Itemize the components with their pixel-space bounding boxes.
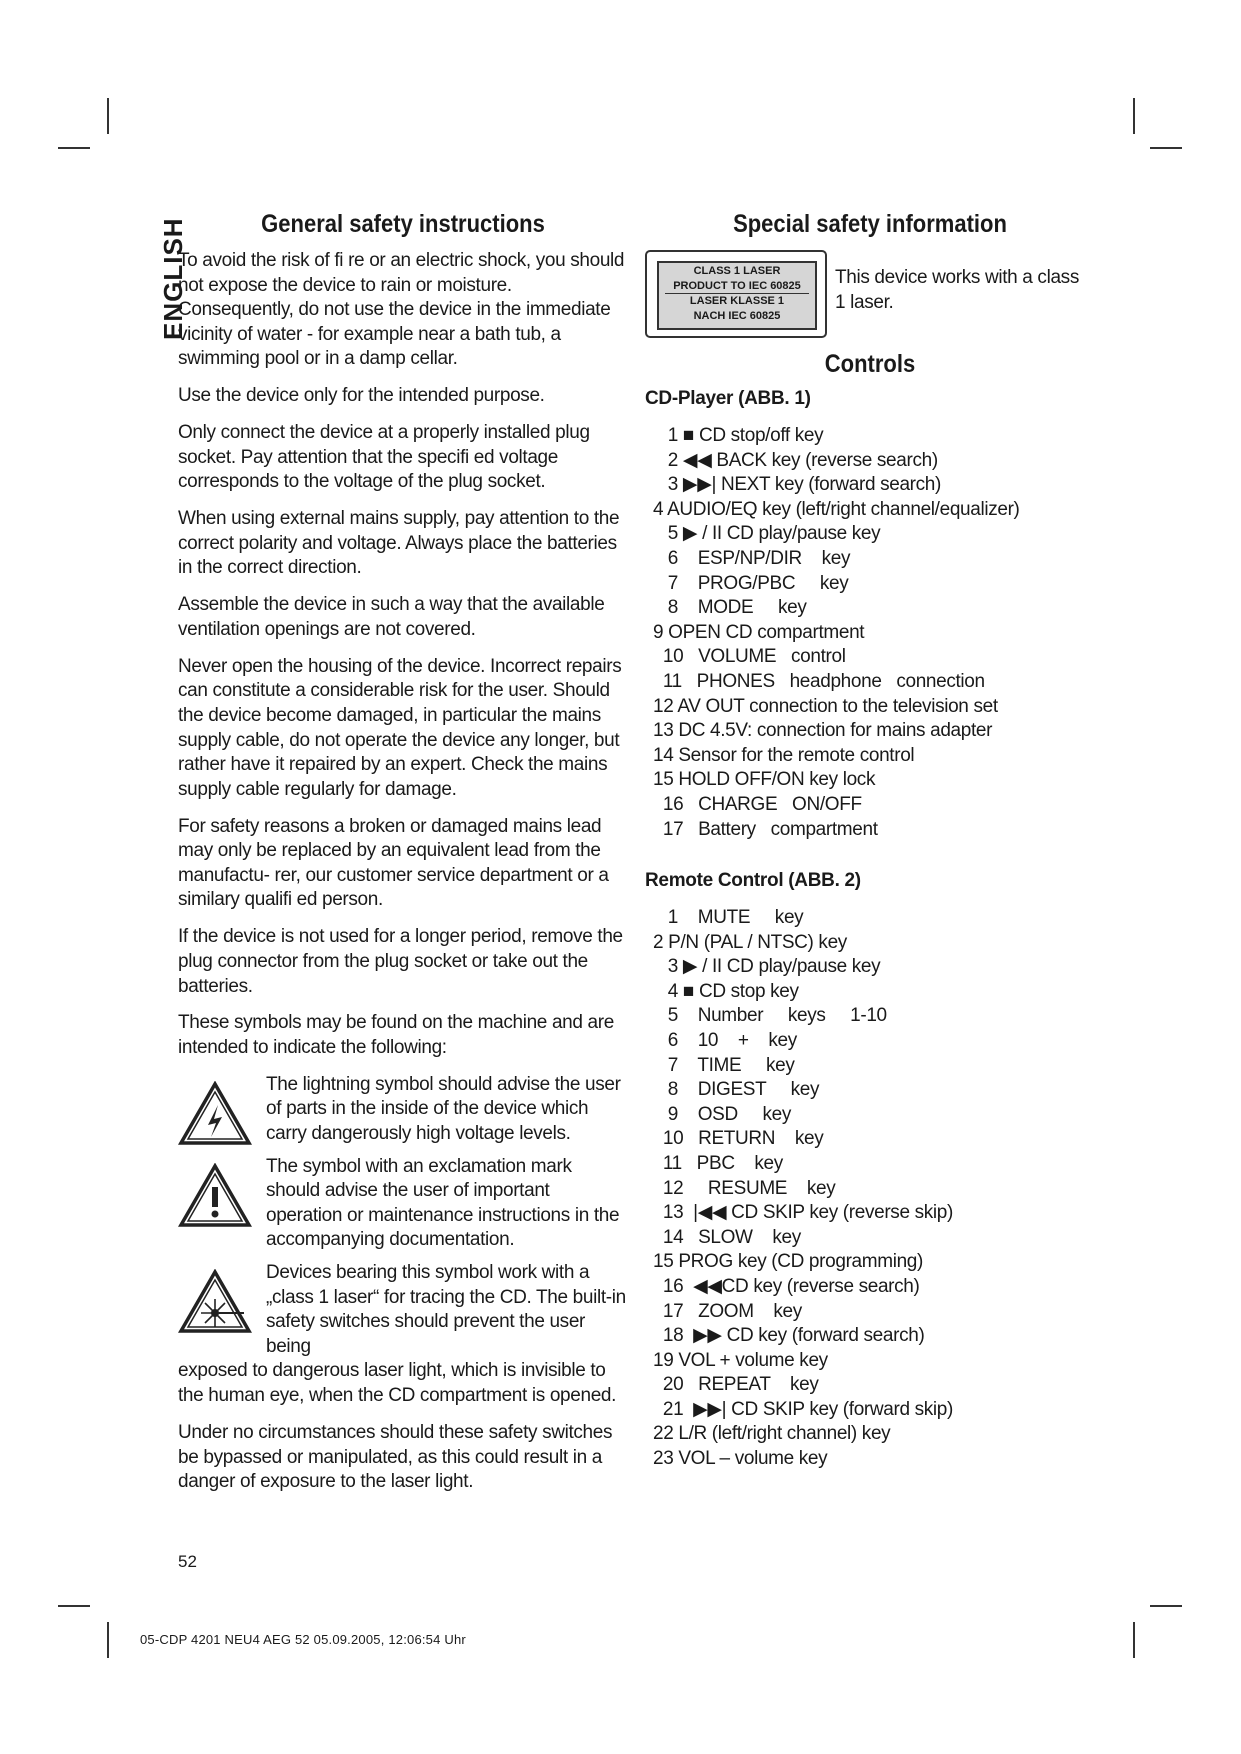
control-item: 2 P/N (PAL / NTSC) key	[653, 931, 847, 953]
laser-class-text: This device works with a class 1 laser.	[835, 267, 1079, 313]
control-item: 4 AUDIO/EQ key (left/right channel/equalizer)	[653, 498, 1020, 520]
safety-paragraph: If the device is not used for a longer period, remove the plug connector from the plug socket or take out the batteries.	[178, 926, 623, 997]
warning-text: Devices bearing this symbol work with a „class 1 laser“ for tracing the CD. The built-in safety switches should prevent the user being	[266, 1262, 626, 1357]
laser-class-label	[645, 250, 827, 338]
control-item: 5 Number keys 1-10	[653, 1005, 887, 1027]
control-item: 8 DIGEST key	[653, 1079, 820, 1101]
control-item: 17 Battery compartment	[653, 818, 878, 840]
control-item: 1 MUTE key	[653, 907, 804, 928]
control-item: 18 ▶▶ CD key (forward search)	[653, 1325, 925, 1347]
control-item: 7 PROG/PBC key	[653, 572, 849, 594]
control-item: 13 DC 4.5V: connection for mains adapter	[653, 720, 993, 742]
laser-label-line: PRODUCT TO IEC 60825	[673, 279, 801, 292]
control-item: 17 ZOOM key	[653, 1300, 802, 1322]
laser-warning-icon	[178, 1269, 252, 1335]
control-item: 7 TIME key	[653, 1054, 795, 1076]
general-safety-section	[178, 210, 628, 1507]
control-item: 3 ▶ / II CD play/pause key	[653, 956, 881, 978]
control-item: 19 VOL + volume key	[653, 1349, 828, 1371]
control-item: 1 ■ CD stop/off key	[653, 425, 824, 446]
safety-paragraph: Use the device only for the intended purpose.	[178, 385, 545, 407]
laser-label-line: CLASS 1 LASER	[693, 265, 781, 277]
control-item: 22 L/R (left/right channel) key	[653, 1423, 891, 1445]
control-item: 10 VOLUME control	[653, 646, 846, 668]
crop-mark	[58, 1605, 90, 1607]
control-item: 23 VOL – volume key	[653, 1448, 828, 1470]
control-item: 9 OSD key	[653, 1103, 792, 1125]
warning-text: The symbol with an exclamation mark should advise the user of important operation or maintenance instructions in the accompanying documentation.	[266, 1155, 620, 1251]
control-item: 14 Sensor for the remote control	[653, 744, 915, 766]
lightning-warning-icon	[178, 1081, 252, 1147]
lightning-warning	[178, 1073, 628, 1147]
control-item: 15 HOLD OFF/ON key lock	[653, 769, 876, 791]
crop-mark	[1133, 98, 1135, 134]
general-safety-title: General safety instructions	[261, 210, 545, 238]
crop-mark	[1150, 1605, 1182, 1607]
laser-warning	[178, 1261, 628, 1359]
control-item: 15 PROG key (CD programming)	[653, 1251, 923, 1273]
safety-paragraph: Under no circumstances should these safety switches be bypassed or manipulated, as this could result in a danger of exposure to the laser light.	[178, 1421, 613, 1493]
control-item: 2 ◀◀ BACK key (reverse search)	[653, 449, 938, 471]
control-item: 6 ESP/NP/DIR key	[653, 547, 851, 569]
cd-player-heading: CD-Player (ABB. 1)	[645, 388, 811, 409]
special-safety-section	[645, 210, 1095, 1470]
crop-mark	[1133, 1622, 1135, 1658]
control-item: 10 RETURN key	[653, 1128, 824, 1150]
warning-text: The lightning symbol should advise the user of parts in the inside of the device which carry dangerously high voltage levels.	[266, 1073, 621, 1145]
controls-title: Controls	[824, 350, 916, 378]
exclamation-warning	[178, 1155, 628, 1253]
crop-mark	[58, 147, 90, 149]
crop-mark	[1150, 147, 1182, 149]
safety-paragraph: When using external mains supply, pay attention to the correct polarity and voltage. Always place the batteries in the correct direction.	[178, 508, 620, 579]
cd-player-list	[653, 424, 1020, 842]
crop-mark	[107, 1622, 109, 1658]
control-item: 11 PHONES headphone connection	[653, 670, 985, 692]
page-number: 52	[178, 1552, 197, 1571]
control-item: 20 REPEAT key	[653, 1374, 819, 1396]
laser-label-line: NACH IEC 60825	[693, 309, 781, 322]
safety-paragraph: Only connect the device at a properly installed plug socket. Pay attention that the specifi ed voltage corresponds to the voltage of the plug socket.	[178, 422, 590, 493]
control-item: 4 ■ CD stop key	[653, 980, 799, 1002]
control-item: 8 MODE key	[653, 597, 807, 619]
safety-paragraph: Assemble the device in such a way that the available ventilation openings are not covered.	[178, 594, 605, 640]
special-safety-title: Special safety information	[733, 210, 1007, 238]
control-item: 5 ▶ / II CD play/pause key	[653, 523, 881, 545]
control-item: 12 RESUME key	[653, 1177, 836, 1199]
control-item: 6 10 + key	[653, 1029, 797, 1051]
print-footer: 05-CDP 4201 NEU4 AEG 52 05.09.2005, 12:06:54 Uhr	[140, 1632, 466, 1647]
crop-mark	[107, 98, 109, 134]
control-item: 13 |◀◀ CD SKIP key (reverse skip)	[653, 1202, 953, 1224]
remote-control-heading: Remote Control (ABB. 2)	[645, 870, 861, 891]
control-item: 14 SLOW key	[653, 1226, 801, 1248]
control-item: 12 AV OUT connection to the television set	[653, 695, 998, 717]
safety-paragraph: Never open the housing of the device. Incorrect repairs can constitute a considerable risk for the user. Should the device become damaged, in particular the mains supply cable, do not operate the device any longer, but rather have it repaired by an expert. Check the mains supply cable regularly for damage.	[178, 655, 622, 800]
exclamation-warning-icon	[178, 1163, 252, 1229]
laser-label-line: LASER KLASSE 1	[689, 295, 785, 307]
safety-paragraph: These symbols may be found on the machine and are intended to indicate the following:	[178, 1012, 614, 1058]
control-item: 16 ◀◀CD key (reverse search)	[653, 1275, 920, 1297]
language-label: ENGLISH	[158, 217, 188, 340]
language-tab	[118, 200, 188, 350]
safety-paragraph: For safety reasons a broken or damaged mains lead may only be replaced by an equivalent lead from the manufactu- rer, our customer service department or a similary qualifi ed person.	[178, 815, 609, 911]
safety-paragraph: To avoid the risk of fi re or an electric shock, you should not expose the device to rain or moisture. Consequently, do not use the device in the immediate vicinity of water - for example near a bath tub, a swimming pool or in a damp cellar.	[178, 250, 625, 370]
laser-warning-continuation: exposed to dangerous laser light, which is invisible to the human eye, when the CD compartment is opened.	[178, 1360, 617, 1407]
control-item: 16 CHARGE ON/OFF	[653, 793, 862, 815]
remote-control-list	[653, 906, 953, 1472]
control-item: 21 ▶▶| CD SKIP key (forward skip)	[653, 1398, 953, 1420]
control-item: 11 PBC key	[653, 1152, 783, 1174]
control-item: 3 ▶▶| NEXT key (forward search)	[653, 474, 941, 496]
control-item: 9 OPEN CD compartment	[653, 621, 865, 643]
